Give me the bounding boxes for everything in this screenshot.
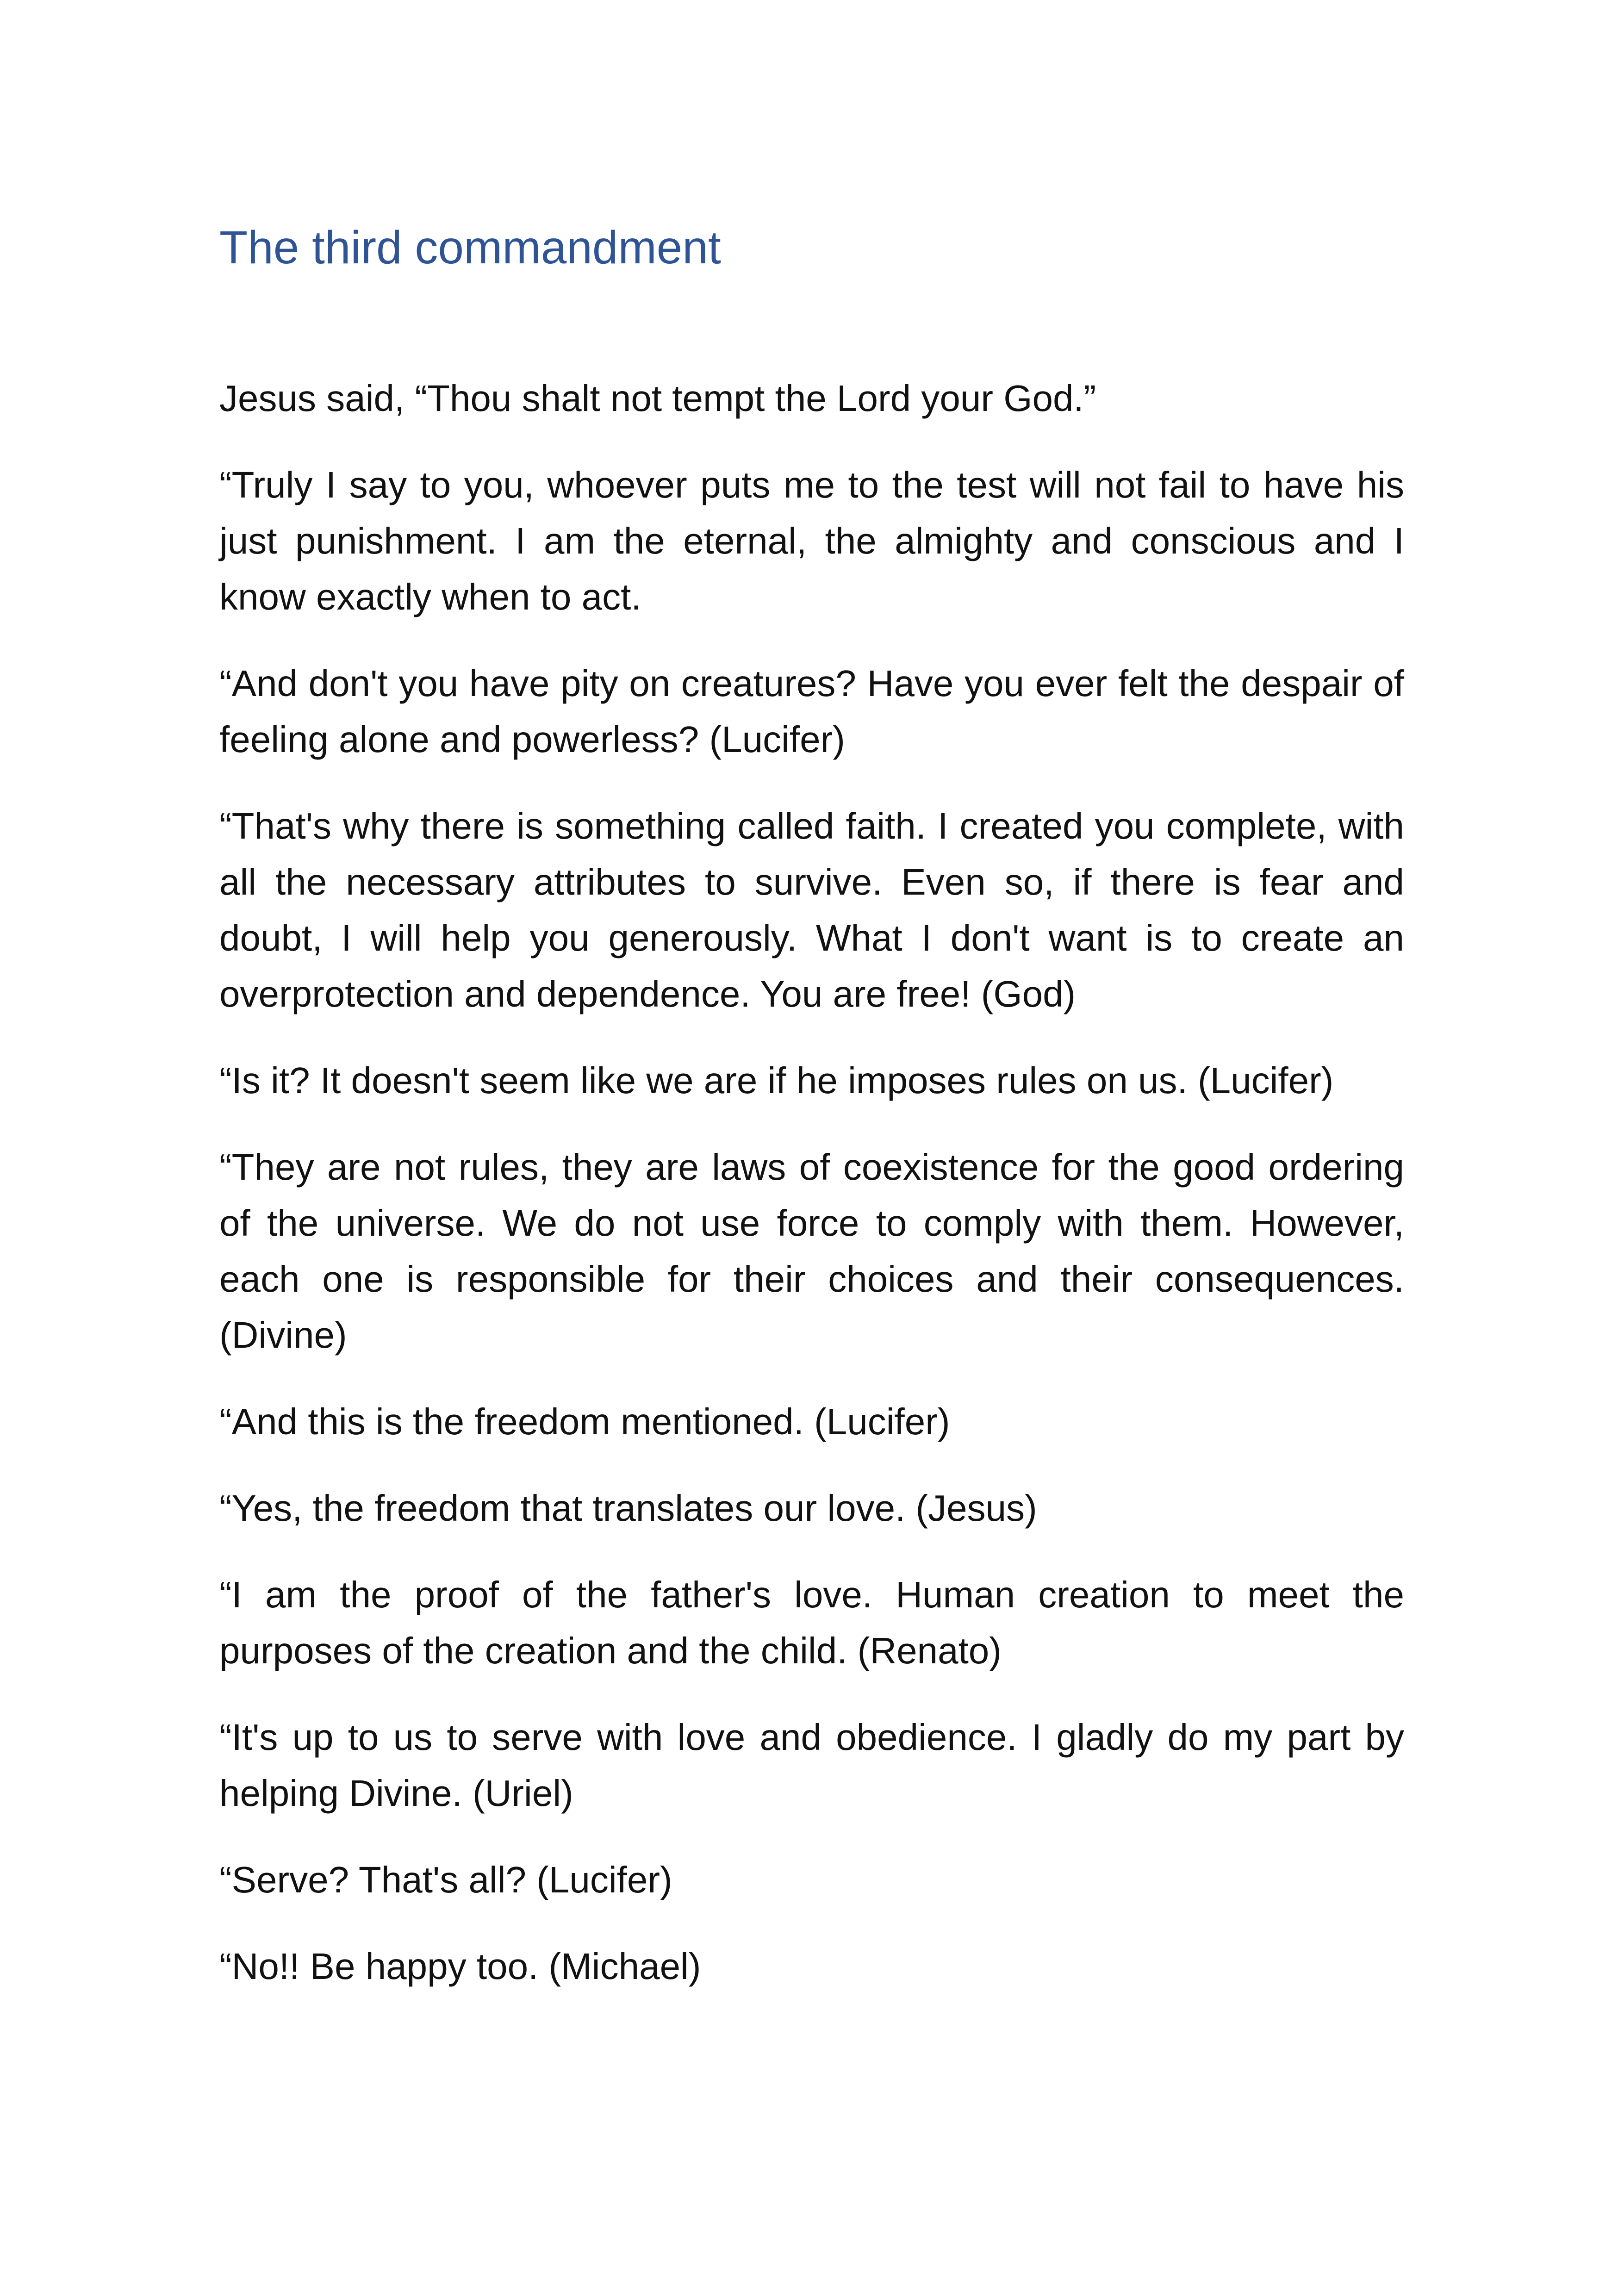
paragraph: “I am the proof of the father's love. Human creation to meet the purposes of the creation and the child. (Renato) — [219, 1574, 1404, 1671]
paragraph: “It's up to us to serve with love and obedience. I gladly do my part by helping Divine. (Uriel) — [219, 1717, 1404, 1814]
paragraph: “Is it? It doesn't seem like we are if he imposes rules on us. (Lucifer) — [219, 1060, 1334, 1101]
paragraph: “Yes, the freedom that translates our love. (Jesus) — [219, 1487, 1037, 1529]
document-page — [219, 218, 1404, 2025]
paragraph: “They are not rules, they are laws of coexistence for the good ordering of the universe. We do not use force to comply with them. However, each one is responsible for their choices and their consequences. (Divine) — [219, 1146, 1404, 1356]
paragraph: “Serve? That's all? (Lucifer) — [219, 1859, 672, 1900]
document-body — [219, 370, 1404, 1994]
page-title: The third commandment — [219, 222, 721, 274]
paragraph: Jesus said, “Thou shalt not tempt the Lord your God.” — [219, 378, 1096, 419]
paragraph: “And don't you have pity on creatures? Have you ever felt the despair of feeling alone and powerless? (Lucifer) — [219, 663, 1404, 760]
paragraph: “And this is the freedom mentioned. (Lucifer) — [219, 1401, 950, 1442]
paragraph: “That's why there is something called faith. I created you complete, with all the necessary attributes to survive. Even so, if there is fear and doubt, I will help you generously. What I don't want is to create an overprotection and dependence. You are free! (God) — [219, 805, 1404, 1014]
paragraph: “Truly I say to you, whoever puts me to the test will not fail to have his just punishment. I am the eternal, the almighty and conscious and I know exactly when to act. — [219, 464, 1404, 617]
paragraph: “No!! Be happy too. (Michael) — [219, 1946, 701, 1987]
